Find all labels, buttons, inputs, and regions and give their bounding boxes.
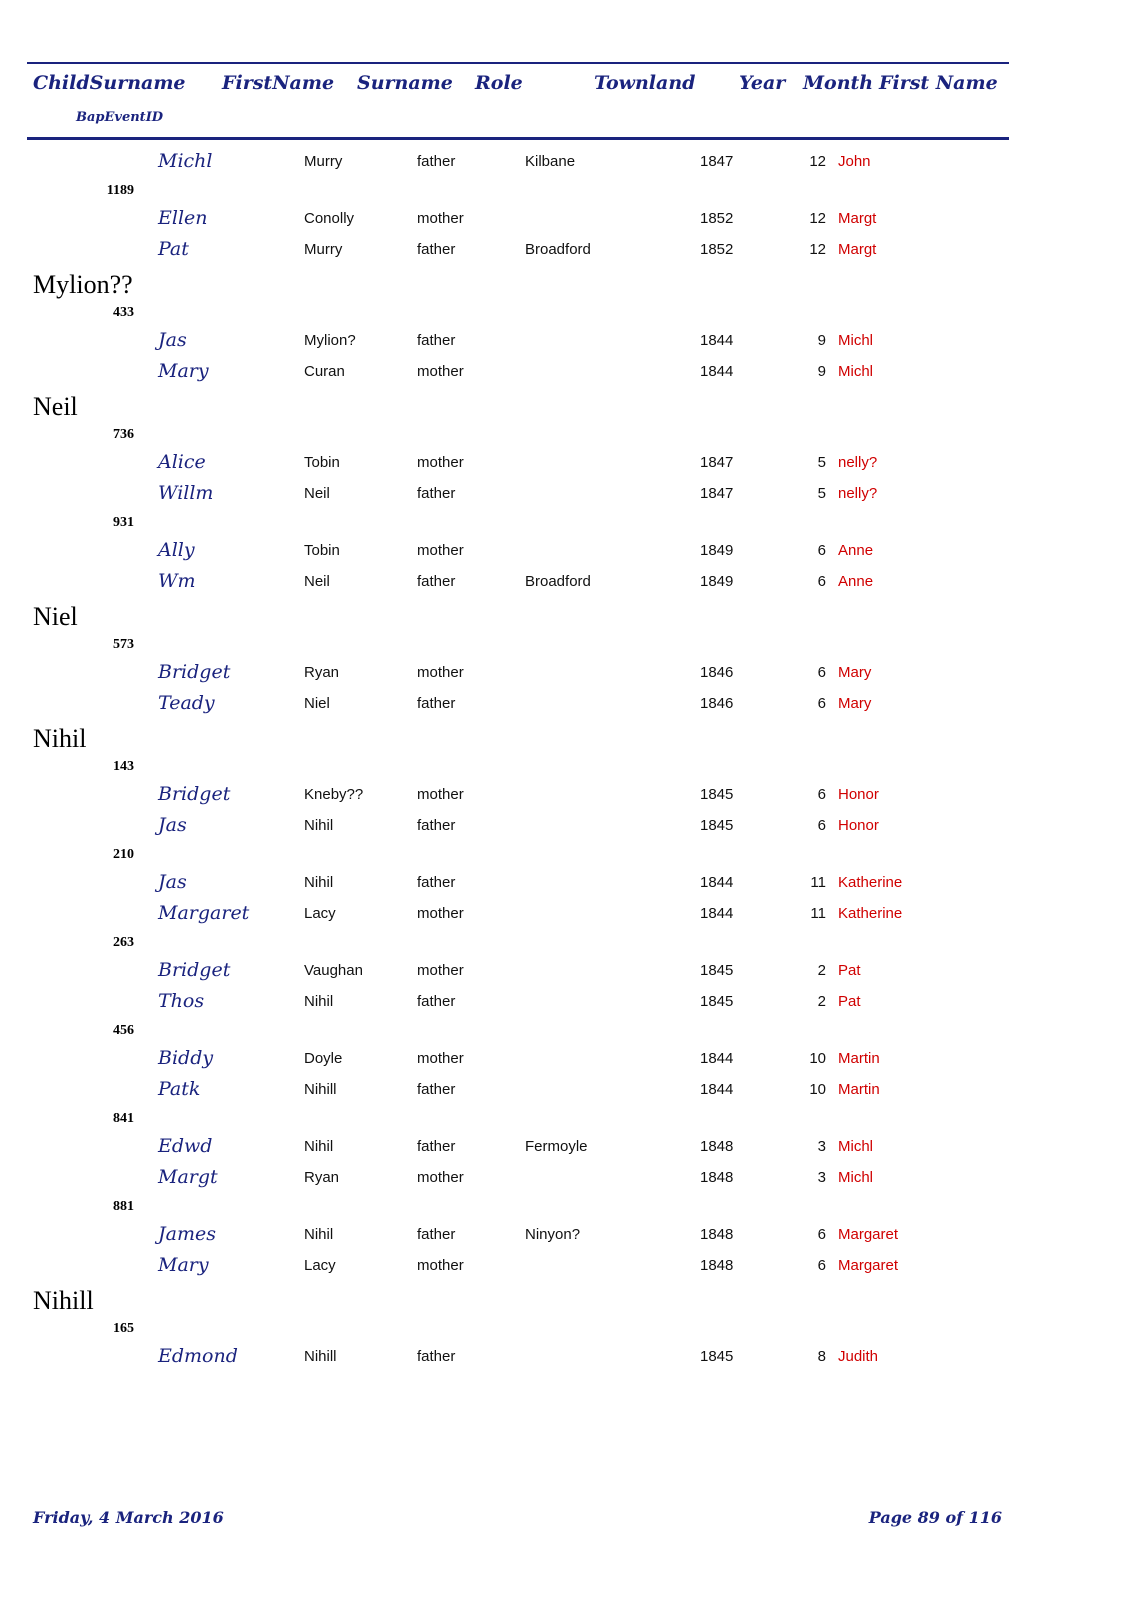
record-month: 6	[817, 1257, 826, 1274]
record-child-first-name: Michl	[838, 1169, 874, 1186]
record-month: 10	[809, 1050, 826, 1067]
record-month: 5	[817, 485, 826, 502]
record-role: father	[417, 993, 456, 1010]
record-surname: Murry	[304, 241, 343, 258]
record-surname: Kneby??	[304, 786, 364, 803]
record-child-first-name: Anne	[838, 542, 874, 559]
record-role: mother	[417, 210, 464, 227]
record-surname: Nihil	[304, 874, 334, 891]
record-row	[0, 873, 1132, 897]
record-townland: Kilbane	[525, 153, 576, 170]
record-surname: Ryan	[304, 1169, 340, 1186]
record-year: 1847	[700, 485, 734, 502]
record-month: 10	[809, 1081, 826, 1098]
record-townland: Broadford	[525, 241, 591, 258]
bap-event-id: 573	[113, 637, 134, 652]
record-month: 12	[809, 241, 826, 258]
record-year: 1845	[700, 962, 734, 979]
record-first-name: Ellen	[158, 207, 208, 229]
record-row	[0, 694, 1132, 718]
record-row	[0, 1225, 1132, 1249]
record-year: 1844	[700, 1050, 734, 1067]
record-year: 1847	[700, 153, 734, 170]
record-first-name: Teady	[158, 692, 215, 714]
surname-group-heading: Neil	[33, 392, 78, 421]
record-year: 1849	[700, 542, 734, 559]
record-row	[0, 992, 1132, 1016]
bap-event-id: 210	[113, 847, 134, 862]
record-role: mother	[417, 363, 464, 380]
record-row	[0, 209, 1132, 233]
record-child-first-name: John	[838, 153, 871, 170]
record-role: father	[417, 874, 456, 891]
record-role: father	[417, 1226, 456, 1243]
surname-group-heading: Niel	[33, 602, 78, 631]
record-child-first-name: Martin	[838, 1050, 880, 1067]
bap-event-id: 736	[113, 427, 134, 442]
record-role: father	[417, 485, 456, 502]
record-row	[0, 1049, 1132, 1073]
record-year: 1848	[700, 1138, 734, 1155]
record-surname: Neil	[304, 485, 330, 502]
record-year: 1847	[700, 454, 734, 471]
record-first-name: Bridget	[158, 959, 231, 981]
record-surname: Nihil	[304, 993, 334, 1010]
record-townland: Fermoyle	[525, 1138, 588, 1155]
record-month: 12	[809, 153, 826, 170]
record-townland: Broadford	[525, 573, 591, 590]
record-year: 1852	[700, 210, 734, 227]
record-first-name: Biddy	[158, 1047, 214, 1069]
bap-event-id: 433	[113, 305, 134, 320]
bap-event-id: 881	[113, 1199, 134, 1214]
record-year: 1844	[700, 332, 734, 349]
record-month: 3	[817, 1138, 826, 1155]
record-year: 1846	[700, 664, 734, 681]
record-year: 1844	[700, 905, 734, 922]
record-year: 1848	[700, 1169, 734, 1186]
record-child-first-name: Katherine	[838, 874, 903, 891]
record-first-name: Patk	[158, 1078, 201, 1100]
record-row	[0, 541, 1132, 565]
record-month: 9	[817, 332, 826, 349]
record-surname: Nihil	[304, 817, 334, 834]
record-row	[0, 1137, 1132, 1161]
record-month: 6	[817, 573, 826, 590]
record-surname: Curan	[304, 363, 345, 380]
record-first-name: Edmond	[158, 1345, 238, 1367]
record-role: mother	[417, 542, 464, 559]
record-child-first-name: Michl	[838, 332, 874, 349]
bap-event-id: 1189	[106, 183, 134, 198]
header-bap-event-id: BapEventID	[76, 110, 164, 125]
record-month: 12	[809, 210, 826, 227]
record-first-name: Jas	[158, 329, 187, 351]
record-year: 1849	[700, 573, 734, 590]
record-first-name: Pat	[158, 238, 189, 260]
record-surname: Conolly	[304, 210, 355, 227]
header-townland: Townland	[594, 72, 696, 94]
record-child-first-name: Honor	[838, 817, 879, 834]
record-row	[0, 1256, 1132, 1280]
bap-event-id: 931	[113, 515, 134, 530]
surname-group-heading: Nihil	[33, 724, 87, 753]
record-first-name: Alice	[158, 451, 206, 473]
header-surname: Surname	[357, 72, 453, 94]
record-first-name: Ally	[158, 539, 195, 561]
record-month: 6	[817, 1226, 826, 1243]
bap-event-id: 841	[113, 1111, 134, 1126]
record-child-first-name: Martin	[838, 1081, 880, 1098]
record-year: 1844	[700, 874, 734, 891]
record-child-first-name: Judith	[838, 1348, 879, 1365]
record-first-name: Thos	[158, 990, 205, 1012]
record-surname: Nihill	[304, 1081, 337, 1098]
record-month: 6	[817, 817, 826, 834]
record-role: mother	[417, 1169, 464, 1186]
header-year: Year	[739, 72, 786, 94]
record-month: 6	[817, 786, 826, 803]
record-child-first-name: Anne	[838, 573, 874, 590]
record-row	[0, 1080, 1132, 1104]
record-first-name: Wm	[158, 570, 196, 592]
record-role: mother	[417, 664, 464, 681]
record-role: father	[417, 241, 456, 258]
bap-event-id: 165	[113, 1321, 134, 1336]
record-month: 9	[817, 363, 826, 380]
record-row	[0, 331, 1132, 355]
record-row	[0, 362, 1132, 386]
record-child-first-name: Katherine	[838, 905, 903, 922]
record-first-name: Jas	[158, 871, 187, 893]
record-row	[0, 484, 1132, 508]
header-child-surname: ChildSurname	[33, 72, 186, 94]
record-year: 1845	[700, 786, 734, 803]
surname-group-heading: Mylion??	[33, 270, 133, 299]
record-month: 2	[817, 993, 826, 1010]
record-surname: Tobin	[304, 542, 340, 559]
record-child-first-name: Margt	[838, 210, 877, 227]
record-role: father	[417, 1348, 456, 1365]
record-month: 11	[810, 874, 826, 891]
record-year: 1845	[700, 993, 734, 1010]
header-role: Role	[475, 72, 523, 94]
record-surname: Nihil	[304, 1138, 334, 1155]
surname-group-heading: Nihill	[33, 1286, 94, 1315]
record-role: father	[417, 1138, 456, 1155]
record-role: father	[417, 817, 456, 834]
record-month: 6	[817, 695, 826, 712]
record-row	[0, 152, 1132, 176]
record-surname: Nihil	[304, 1226, 334, 1243]
record-month: 2	[817, 962, 826, 979]
bap-event-id: 143	[113, 759, 134, 774]
record-first-name: Margt	[158, 1166, 218, 1188]
record-surname: Niel	[304, 695, 330, 712]
record-role: father	[417, 695, 456, 712]
record-row	[0, 904, 1132, 928]
record-surname: Ryan	[304, 664, 340, 681]
record-year: 1848	[700, 1226, 734, 1243]
header-child-first-name: First Name	[879, 72, 998, 94]
record-role: father	[417, 573, 456, 590]
record-surname: Lacy	[304, 905, 336, 922]
record-month: 5	[817, 454, 826, 471]
record-row	[0, 816, 1132, 840]
record-surname: Nihill	[304, 1348, 337, 1365]
record-surname: Doyle	[304, 1050, 343, 1067]
record-child-first-name: Pat	[838, 962, 861, 979]
record-child-first-name: Mary	[838, 695, 872, 712]
record-year: 1848	[700, 1257, 734, 1274]
record-month: 3	[817, 1169, 826, 1186]
record-row	[0, 240, 1132, 264]
record-first-name: Bridget	[158, 661, 231, 683]
record-row	[0, 785, 1132, 809]
record-townland: Ninyon?	[525, 1226, 581, 1243]
record-surname: Neil	[304, 573, 330, 590]
record-month: 6	[817, 664, 826, 681]
record-surname: Lacy	[304, 1257, 336, 1274]
record-child-first-name: Margaret	[838, 1226, 899, 1243]
record-year: 1845	[700, 1348, 734, 1365]
record-surname: Tobin	[304, 454, 340, 471]
record-month: 11	[810, 905, 826, 922]
record-child-first-name: Michl	[838, 1138, 874, 1155]
record-role: father	[417, 1081, 456, 1098]
record-child-first-name: nelly?	[838, 485, 878, 502]
record-row	[0, 572, 1132, 596]
record-surname: Vaughan	[304, 962, 363, 979]
bap-event-id: 263	[113, 935, 134, 950]
record-first-name: Margaret	[158, 902, 250, 924]
record-year: 1846	[700, 695, 734, 712]
record-row	[0, 453, 1132, 477]
record-first-name: Mary	[158, 1254, 209, 1276]
record-child-first-name: Margaret	[838, 1257, 899, 1274]
record-row	[0, 1168, 1132, 1192]
record-month: 8	[817, 1348, 826, 1365]
record-month: 6	[817, 542, 826, 559]
record-child-first-name: Mary	[838, 664, 872, 681]
header-first-name: FirstName	[222, 72, 335, 94]
record-row	[0, 1347, 1132, 1371]
record-role: mother	[417, 1257, 464, 1274]
record-year: 1852	[700, 241, 734, 258]
footer-page-number: Page 89 of 116	[868, 1508, 1002, 1527]
record-surname: Murry	[304, 153, 343, 170]
record-year: 1845	[700, 817, 734, 834]
record-row	[0, 961, 1132, 985]
record-first-name: Willm	[158, 482, 214, 504]
record-first-name: Bridget	[158, 783, 231, 805]
record-child-first-name: Michl	[838, 363, 874, 380]
record-child-first-name: Honor	[838, 786, 879, 803]
record-child-first-name: Pat	[838, 993, 861, 1010]
record-year: 1844	[700, 363, 734, 380]
record-first-name: Edwd	[158, 1135, 213, 1157]
record-role: mother	[417, 962, 464, 979]
bap-event-id: 456	[113, 1023, 134, 1038]
record-first-name: James	[158, 1223, 216, 1245]
header-bottom-rule	[27, 137, 1009, 140]
record-role: mother	[417, 454, 464, 471]
record-surname: Mylion?	[304, 332, 356, 349]
record-child-first-name: nelly?	[838, 454, 878, 471]
record-role: mother	[417, 1050, 464, 1067]
record-role: father	[417, 153, 456, 170]
record-role: mother	[417, 905, 464, 922]
footer-date: Friday, 4 March 2016	[33, 1508, 224, 1527]
record-first-name: Mary	[158, 360, 209, 382]
record-row	[0, 663, 1132, 687]
record-role: father	[417, 332, 456, 349]
record-year: 1844	[700, 1081, 734, 1098]
record-role: mother	[417, 786, 464, 803]
record-first-name: Jas	[158, 814, 187, 836]
header-top-rule	[27, 62, 1009, 64]
record-first-name: Michl	[158, 150, 213, 172]
header-month: Month	[803, 72, 874, 94]
record-child-first-name: Margt	[838, 241, 877, 258]
